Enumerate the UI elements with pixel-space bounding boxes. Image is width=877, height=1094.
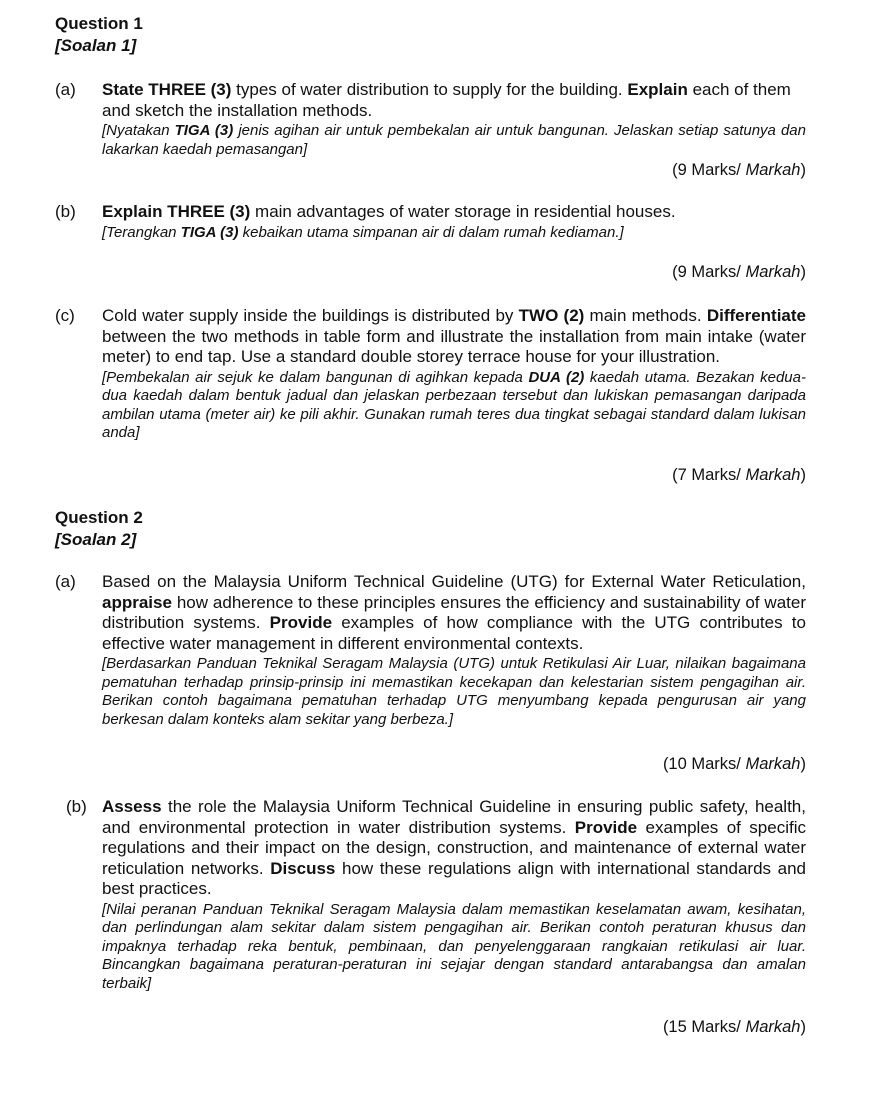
q1a-body	[102, 80, 806, 159]
q1a-en-text-4: each of them and sketch the installation methods.	[102, 80, 791, 120]
q2b-marks	[663, 1017, 806, 1037]
q2a-marks-end: )	[800, 755, 806, 773]
q2b-marks-end: )	[800, 1018, 806, 1036]
q1c-en-text-1: Cold water supply inside the buildings is distributed by	[102, 306, 519, 325]
q1c-ms-text-1: [Pembekalan air sejuk ke dalam bangunan di agihkan kepada	[102, 368, 529, 386]
q1a-marks-ms: Markah	[745, 161, 801, 179]
q2a-body	[102, 572, 806, 729]
q1b-malay	[102, 224, 806, 242]
q2a-marks-ms: Markah	[745, 755, 801, 773]
q1b-marks-end: )	[800, 263, 806, 281]
question-2-heading-malay: [Soalan 2]	[55, 530, 137, 549]
q2b-en-bold-5: Discuss	[270, 858, 336, 878]
q2b-marks-ms: Markah	[745, 1018, 801, 1036]
q1c-ms-text-3: kaedah utama. Bezakan kedua-dua kaedah dalam bentuk jadual dan jelaskan perbezaan tersebut dan lukiskan pemasangan daripada ambilan utama (meter air) ke pili akhir. Gunakan rumah teres dua tingkat sebagai standard dalam lukisan anda]	[102, 368, 806, 441]
q2b-en-text-2: the role the Malaysia Uniform Technical Guideline in ensuring public safety, health, and environmental protection in water distribution systems.	[102, 797, 806, 837]
q1a-ms-text-1: [Nyatakan	[102, 122, 175, 140]
q1b-marks	[672, 262, 806, 282]
q2b-en-bold-3: Provide	[574, 817, 638, 837]
q1a-ms-text-3: jenis agihan air untuk pembekalan air untuk bangunan. Jelaskan setiap satunya dan lakarkan kaedah pemasangan]	[102, 122, 806, 158]
q1a-ms-bold-2: TIGA (3)	[174, 122, 234, 140]
q2b-malay: [Nilai peranan Panduan Teknikal Seragam Malaysia dalam memastikan keselamatan awam, kesihatan, dan perlindungan alam sekitar dalam sistem pengagihan air. Berikan contoh peraturan khusus dan impaknya terhadap reka bentuk, pembinaan, dan penyelenggaraan rangkaian retikulasi air luar. Bincangkan bagaimana peraturan-peraturan ini sejajar dengan standard antarabangsa dan amalan terbaik]	[102, 900, 806, 992]
q1c-label: (c)	[55, 306, 75, 325]
q2a-en-text-3: how adherence to these principles ensures the efficiency and sustainability of water distribution systems.	[102, 592, 806, 633]
q1b-body	[102, 202, 806, 242]
q1c-ms-bold-2: DUA (2)	[528, 368, 585, 386]
q2b-en-text-4: examples of specific regulations and their impact on the design, construction, and maintenance of external water reticulation networks.	[102, 817, 806, 878]
q1a-malay	[102, 122, 806, 159]
q2a-english	[102, 572, 806, 654]
q2a-marks-en: (10 Marks/	[662, 755, 746, 773]
q1b-marks-ms: Markah	[745, 263, 801, 281]
q2b-en-bold-1: Assess	[102, 797, 162, 816]
q1c-malay	[102, 369, 806, 443]
q2a-marks	[663, 754, 806, 774]
q1b-marks-en: (9 Marks/	[672, 263, 746, 281]
q1c-marks-end: )	[800, 466, 806, 484]
q1a-en-bold-3: Explain	[627, 80, 688, 99]
q1c-en-text-5: between the two methods in table form and illustrate the installation from main intake (water meter) to end tap. Use a standard double storey terrace house for your illustration.	[102, 326, 806, 367]
question-1-heading-malay: [Soalan 1]	[55, 36, 137, 55]
q1c-en-bold-2: TWO (2)	[518, 306, 585, 325]
q2b-en-text-6: how these regulations align with international standards and best practices.	[102, 858, 807, 899]
q1a-english	[102, 80, 806, 121]
q1b-english	[102, 202, 806, 223]
q1c-en-bold-4: Differentiate	[706, 306, 806, 325]
q1a-marks	[672, 160, 806, 180]
q1c-english	[102, 306, 806, 368]
q2b-body	[102, 797, 806, 993]
q2b-label: (b)	[66, 797, 87, 816]
q1a-marks-en: (9 Marks/	[672, 161, 746, 179]
q2a-en-text-5: examples of how compliance with the UTG contributes to effective water management in different environmental contexts.	[102, 613, 806, 653]
q1b-ms-text-1: [Terangkan	[102, 223, 181, 241]
q1b-en-bold-1: Explain THREE (3)	[102, 202, 251, 221]
q2a-label: (a)	[55, 572, 76, 591]
q1a-en-text-2: types of water distribution to supply for the building.	[231, 80, 628, 99]
question-1-heading: Question 1	[55, 14, 143, 33]
q2b-english	[102, 797, 806, 900]
q1c-marks-en: (7 Marks/	[672, 466, 746, 484]
q2a-en-bold-2: appraise	[102, 592, 172, 612]
q2a-en-text-1: Based on the Malaysia Uniform Technical Guideline (UTG) for External Water Reticulation,	[102, 572, 806, 591]
q1c-en-text-3: main methods.	[584, 306, 707, 325]
q1c-marks	[672, 465, 806, 485]
q1b-ms-text-3: kebaikan utama simpanan air di dalam rumah kediaman.]	[238, 223, 624, 241]
q2a-malay: [Berdasarkan Panduan Teknikal Seragam Malaysia (UTG) untuk Retikulasi Air Luar, nilaikan bagaimana pematuhan terhadap prinsip-prinsip ini memastikan kecekapan dan kelestarian sistem pengagihan air. Berikan contoh bagaimana pematuhan terhadap UTG menyumbang kepada pengurusan air yang berkesan dalam konteks alam sekitar yang berbeza.]	[102, 655, 806, 728]
q2b-marks-en: (15 Marks/	[662, 1018, 746, 1036]
q1a-label: (a)	[55, 80, 76, 99]
q1b-label: (b)	[55, 202, 76, 221]
q1c-body	[102, 306, 806, 442]
q1b-ms-bold-2: TIGA (3)	[180, 223, 239, 241]
q1a-en-bold-1: State THREE (3)	[102, 80, 232, 99]
q1c-marks-ms: Markah	[745, 466, 801, 484]
question-2-heading: Question 2	[55, 508, 143, 527]
q1a-marks-end: )	[800, 161, 806, 179]
q2a-en-bold-4: Provide	[269, 613, 333, 633]
q1b-en-text-2: main advantages of water storage in residential houses.	[250, 202, 676, 221]
